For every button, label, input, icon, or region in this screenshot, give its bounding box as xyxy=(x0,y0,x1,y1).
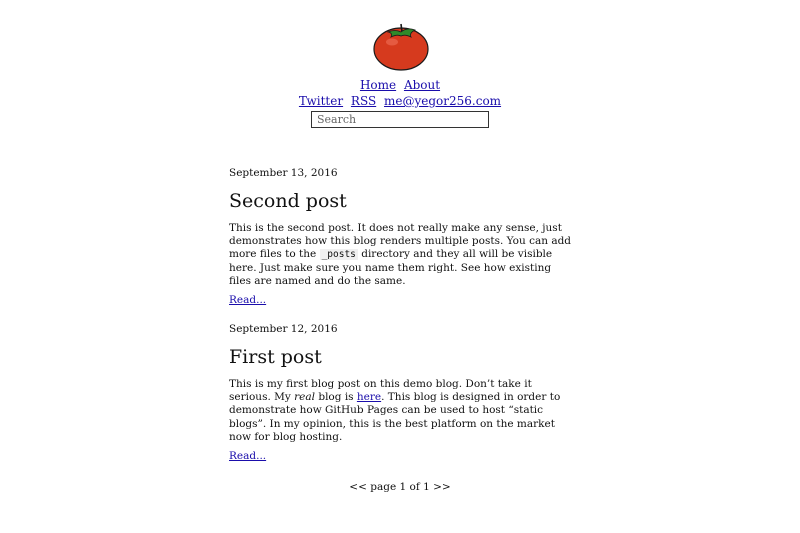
post-date: September 13, 2016 xyxy=(229,167,338,179)
prev-page-button[interactable]: << xyxy=(349,481,367,493)
post-title[interactable] xyxy=(229,345,574,369)
emphasis-text: real xyxy=(294,391,316,404)
post-title-text[interactable]: Second post xyxy=(229,190,347,212)
search-input[interactable] xyxy=(311,111,489,128)
email-link[interactable]: me@yegor256.com xyxy=(384,94,502,108)
secondary-nav xyxy=(0,94,800,108)
post-entry xyxy=(229,322,574,463)
post-excerpt xyxy=(229,222,574,288)
post-excerpt-text: . This blog is designed in order to demonstrate how GitHub Pages can be used to host “static blogs”. In my opinion, this is the best platform on the market now for blog hosting. xyxy=(229,391,561,443)
post-excerpt xyxy=(229,378,574,444)
next-page-button[interactable]: >> xyxy=(433,481,451,493)
primary-nav xyxy=(0,78,800,92)
real-blog-link[interactable]: here xyxy=(356,391,382,404)
nav-home-link[interactable]: Home xyxy=(359,78,397,92)
read-more-link[interactable]: Read... xyxy=(229,294,267,307)
nav-about-link[interactable]: About xyxy=(403,78,441,92)
read-more-link[interactable]: Read... xyxy=(229,450,267,463)
rss-link[interactable]: RSS xyxy=(350,94,377,108)
twitter-link[interactable]: Twitter xyxy=(298,94,344,108)
pagination xyxy=(0,480,800,494)
post-date: September 12, 2016 xyxy=(229,323,338,335)
post-entry xyxy=(229,166,574,307)
post-excerpt-text: blog is xyxy=(315,391,357,404)
tomato-icon[interactable] xyxy=(371,20,431,72)
post-excerpt-text: directory and they all will be visible here. Just make sure you name them right. See how existing files are named and do the same. xyxy=(229,248,553,287)
post-excerpt-text: This is the second post. It does not really make any sense, just demonstrates how this blog renders multiple posts. You can add more files to the xyxy=(229,222,572,261)
posts-dir-code: _posts xyxy=(321,249,356,261)
post-title[interactable] xyxy=(229,189,574,213)
post-title-text[interactable]: First post xyxy=(229,346,322,368)
post-excerpt-text: This is my first blog post on this demo blog. Don’t take it serious. My xyxy=(229,378,532,404)
page-indicator: page 1 of 1 xyxy=(370,481,430,493)
